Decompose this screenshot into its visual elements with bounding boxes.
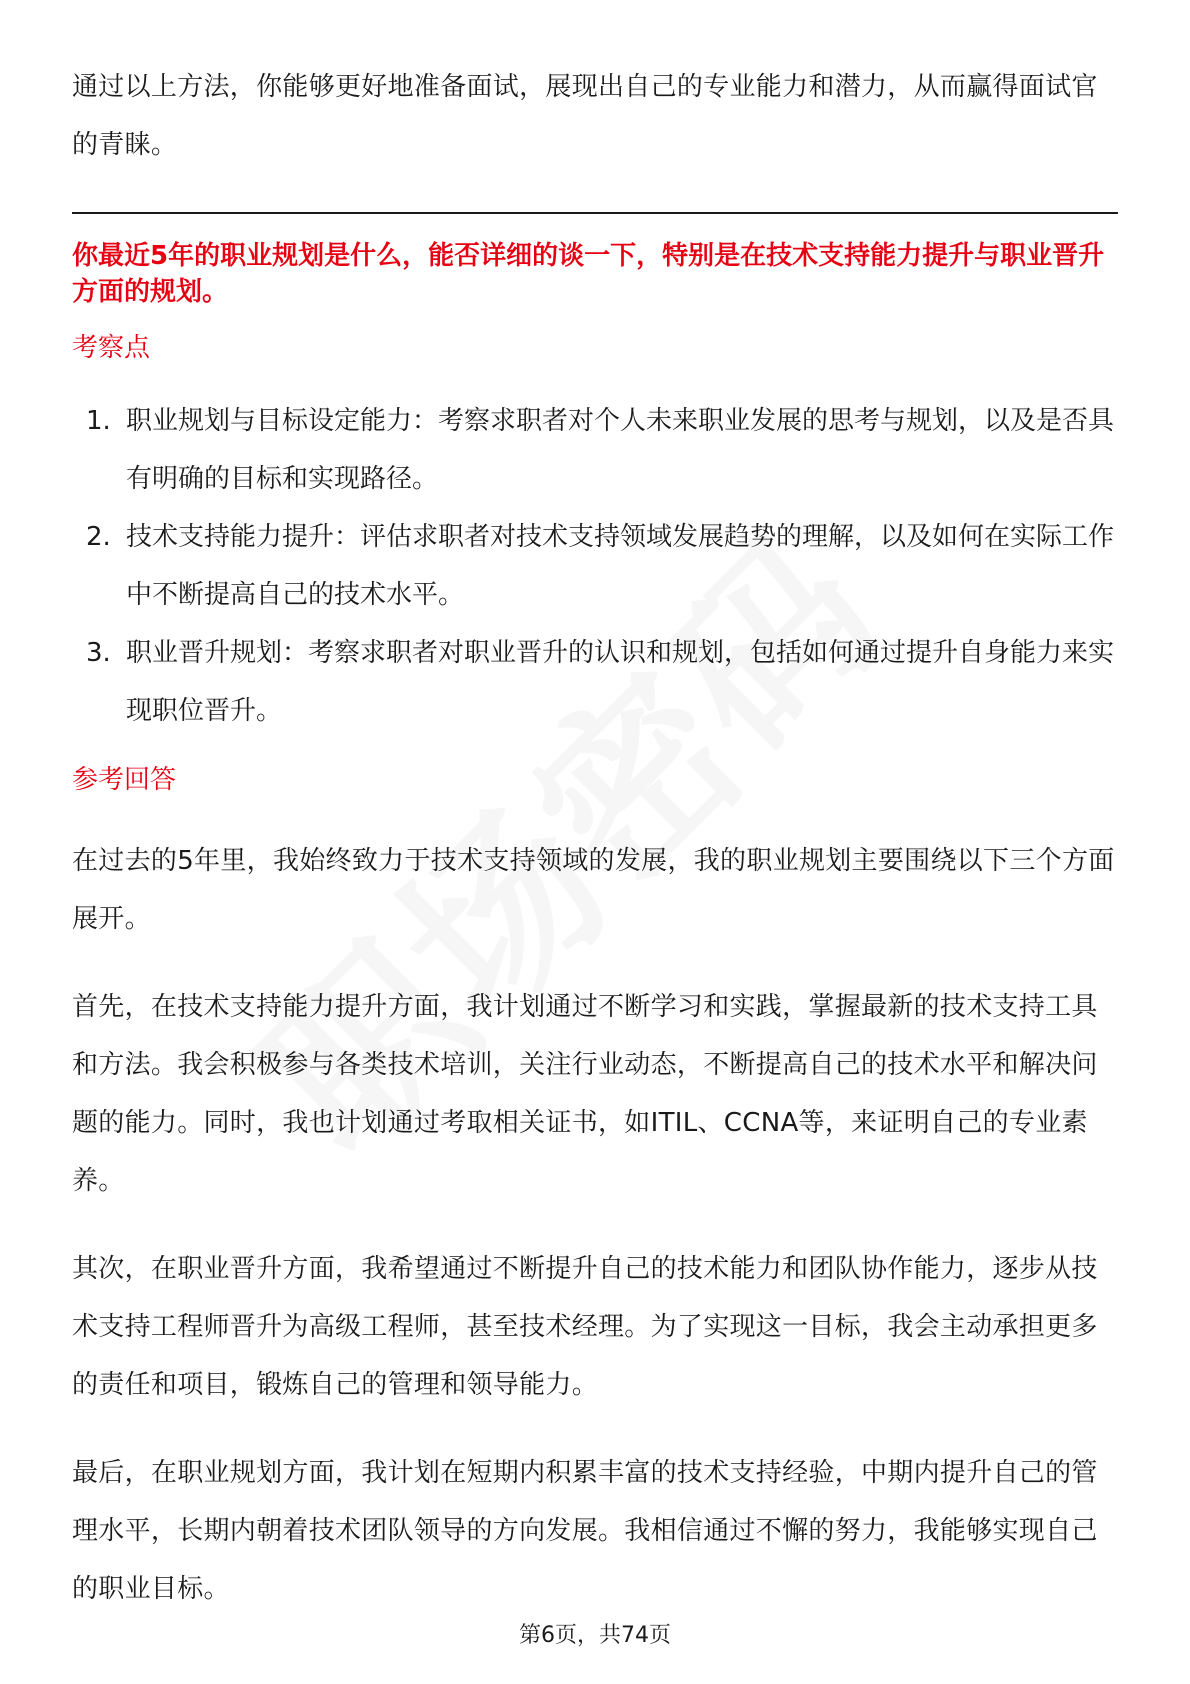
answer-paragraph: 最后，在职业规划方面，我计划在短期内积累丰富的技术支持经验，中期内提升自己的管理水平，长期内朝着技术团队领导的方向发展。我相信通过不懈的努力，我能够实现自己的职业目标。 bbox=[72, 1458, 1098, 1604]
list-item-text: 职业晋升规划：考察求职者对职业晋升的认识和规划，包括如何通过提升自身能力来实现职位晋升。 bbox=[126, 638, 1115, 726]
answer-paragraph: 在过去的5年里，我始终致力于技术支持领域的发展，我的职业规划主要围绕以下三个方面展开。 bbox=[72, 846, 1115, 934]
answer-title: 参考回答 bbox=[72, 765, 177, 795]
page-footer: 第6页，共74页 bbox=[519, 1623, 671, 1648]
list-item-text: 职业规划与目标设定能力：考察求职者对个人未来职业发展的思考与规划，以及是否具有明确的目标和实现路径。 bbox=[126, 406, 1115, 494]
page-content bbox=[72, 58, 1118, 1618]
exam-points-list bbox=[72, 392, 1118, 740]
list-item-number: 1. bbox=[86, 406, 111, 436]
answer-paragraph: 其次，在职业晋升方面，我希望通过不断提升自己的技术能力和团队协作能力，逐步从技术支持工程师晋升为高级工程师，甚至技术经理。为了实现这一目标，我会主动承担更多的责任和项目，锻炼自己的管理和领导能力。 bbox=[72, 1254, 1098, 1400]
list-item-number: 3. bbox=[86, 638, 111, 668]
list-item-number: 2. bbox=[86, 522, 111, 552]
intro-paragraph: 通过以上方法，你能够更好地准备面试，展现出自己的专业能力和潜力，从而赢得面试官的青睐。 bbox=[72, 72, 1098, 160]
section-divider bbox=[72, 212, 1118, 214]
list-item bbox=[72, 508, 1118, 624]
interview-question: 你最近5年的职业规划是什么，能否详细的谈一下，特别是在技术支持能力提升与职业晋升方面的规划。 bbox=[72, 241, 1105, 307]
list-item-text: 技术支持能力提升：评估求职者对技术支持领域发展趋势的理解，以及如何在实际工作中不断提高自己的技术水平。 bbox=[126, 522, 1115, 610]
exam-points-title: 考察点 bbox=[72, 333, 151, 363]
list-item bbox=[72, 392, 1118, 508]
answer-paragraph: 首先，在技术支持能力提升方面，我计划通过不断学习和实践，掌握最新的技术支持工具和方法。我会积极参与各类技术培训，关注行业动态，不断提高自己的技术水平和解决问题的能力。同时，我也计划通过考取相关证书，如ITIL、CCNA等，来证明自己的专业素养。 bbox=[72, 992, 1098, 1196]
list-item bbox=[72, 624, 1118, 740]
